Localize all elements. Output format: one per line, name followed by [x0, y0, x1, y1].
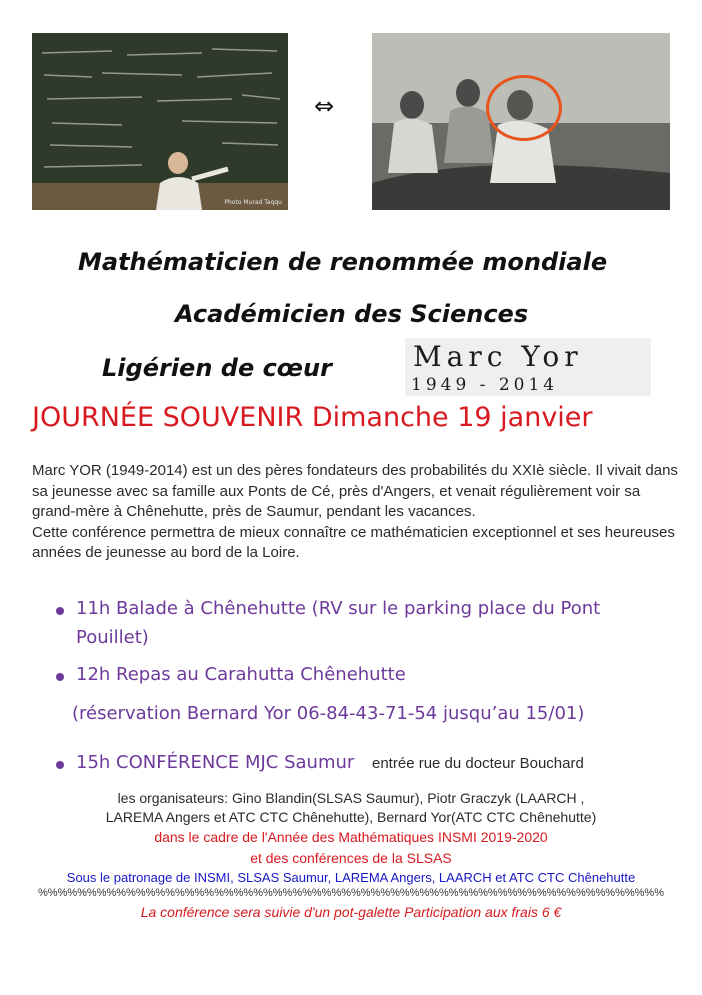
closing-note: La conférence sera suivie d'un pot-galette Participation aux frais 6 € [140, 904, 562, 920]
intro-paragraph-2: Cette conférence permettra de mieux connaître ce mathématicien exceptionnel et ses heureuses années de jeunesse au bord de la Loire. [32, 523, 675, 562]
heading-ligerien: Ligérien de cœur [102, 354, 332, 382]
photo-young-marc-yor [372, 33, 670, 210]
double-arrow-icon: ⇔ [314, 92, 335, 120]
intro-text [32, 461, 682, 564]
heading-mathematicien: Mathématicien de renommée mondiale [78, 248, 608, 276]
program-item-repas-label: 12h Repas au Carahutta Chênehutte [76, 664, 406, 685]
photo-credit: Photo Murad Taqqu [224, 199, 282, 206]
reservation-info: (réservation Bernard Yor 06-84-43-71-54 jusqu’au 15/01) [72, 703, 585, 724]
blackboard-illustration [32, 33, 288, 210]
photo-lecturer-blackboard [32, 33, 288, 210]
name-marc-yor: Marc Yor [413, 340, 583, 373]
bullet-icon [56, 607, 64, 615]
event-title: JOURNÉE SOUVENIR Dimanche 19 janvier [32, 402, 593, 433]
highlight-circle [486, 75, 562, 141]
bullet-icon [56, 673, 64, 681]
organizers-line-1: les organisateurs: Gino Blandin(SLSAS Saumur), Piotr Graczyk (LAARCH , [117, 790, 585, 806]
program-item-conference-label: 15h CONFÉRENCE MJC Saumur [76, 752, 355, 773]
name-years: 1949 - 2014 [411, 375, 559, 395]
program-item-balade-line2: Pouillet) [76, 627, 149, 648]
program-item-balade-line1: 11h Balade à Chênehutte (RV sur le parking place du Pont [76, 598, 601, 619]
separator-line: %%%%%%%%%%%%%%%%%%%%%%%%%%%%%%%%%%%%%%%%%%%%%%%%%%%%%%%%%%%%%%%% [38, 887, 664, 899]
organizers-line-2: LAREMA Angers et ATC CTC Chênehutte), Bernard Yor(ATC CTC Chênehutte) [105, 809, 597, 825]
program-item-conference-address: entrée rue du docteur Bouchard [372, 755, 584, 772]
name-banner [405, 338, 651, 396]
patronage-line: Sous le patronage de INSMI, SLSAS Saumur, LAREMA Angers, LAARCH et ATC CTC Chênehutte [66, 870, 636, 885]
bullet-icon [56, 761, 64, 769]
context-line-2: et des conférences de la SLSAS [250, 850, 452, 866]
heading-academicien: Académicien des Sciences [175, 300, 529, 328]
intro-paragraph-1: Marc YOR (1949-2014) est un des pères fondateurs des probabilités du XXIè siècle. Il vivait dans sa jeunesse avec sa famille aux Ponts de Cé, près d'Angers, et venait régulièrement voir sa grand-mère à Chênehutte, près de Saumur, pendant les vacances. [32, 462, 678, 521]
context-line-1: dans le cadre de l'Année des Mathématiques INSMI 2019-2020 [154, 829, 548, 845]
